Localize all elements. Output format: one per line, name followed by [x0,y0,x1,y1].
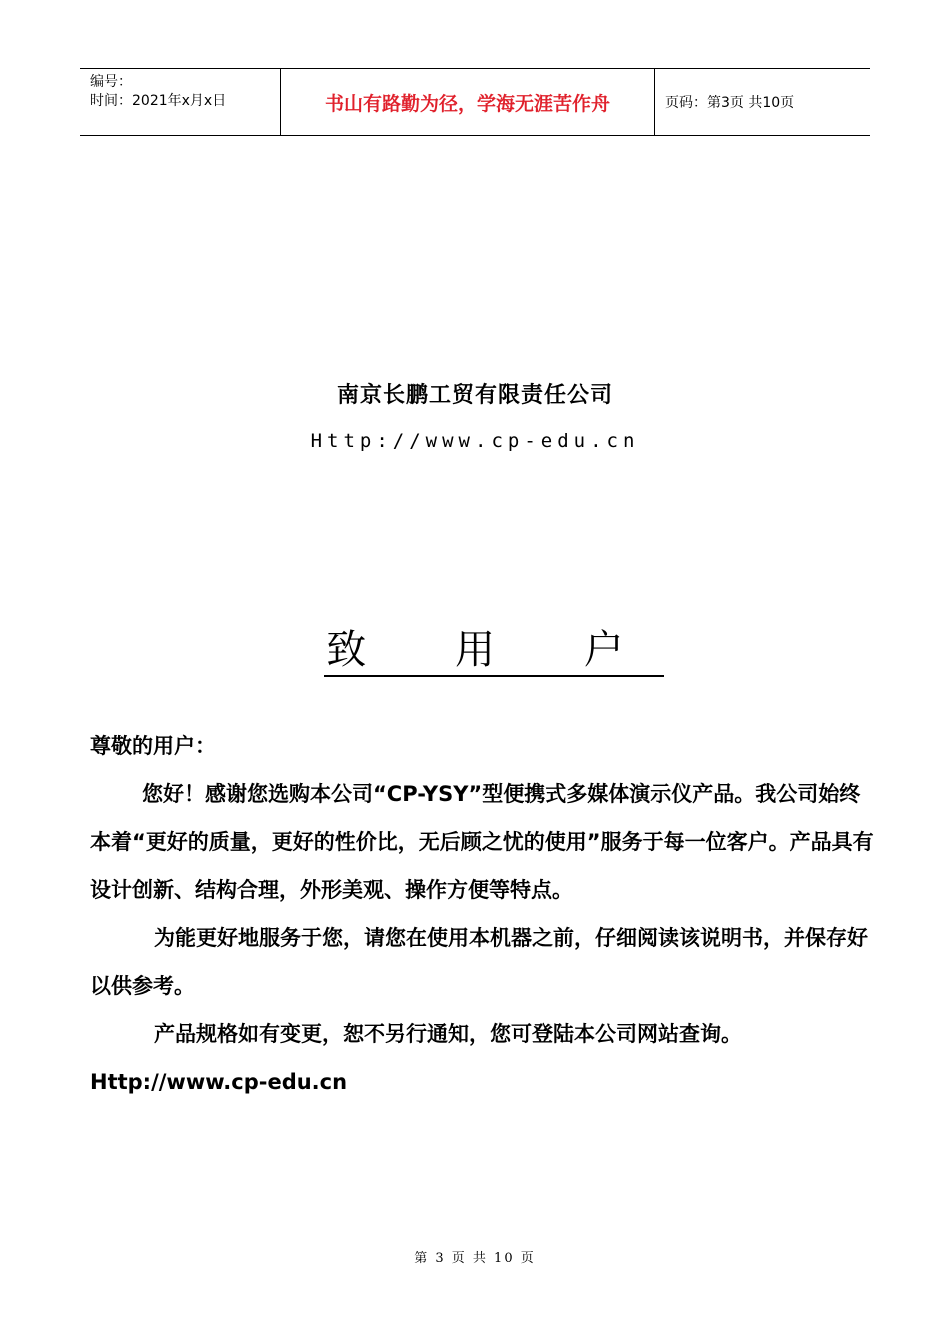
letter-paragraph-3: 产品规格如有变更，恕不另行通知，您可登陆本公司网站查询。 [154,1022,742,1046]
serial-label: 编号： [90,74,132,90]
header-left-cell [80,69,281,135]
time-label: 时间：2021年x月x日 [90,93,227,109]
page-title-text: 致 用 户 [324,627,663,677]
page-footer: 第 3 页 共 10 页 [414,1251,536,1266]
letter-body [90,722,880,1106]
document-header [80,68,870,136]
company-name: 南京长鹏工贸有限责任公司 [336,383,613,408]
header-motto: 书山有路勤为径，学海无涯苦作舟 [281,69,655,135]
company-website: Http://www.cp-edu.cn [310,430,640,452]
page-title [0,618,950,675]
letter-website: Http://www.cp-edu.cn [90,1070,348,1094]
header-page-info: 页码：第3页 共10页 [665,95,795,111]
letter-paragraph-1: 您好！感谢您选购本公司“CP-YSY”型便携式多媒体演示仪产品。我公司始终本着“更好的质量，更好的性价比，无后顾之忧的使用”服务于每一位客户。产品具有设计创新、结构合理，外形美观、操作方便等特点。 [90,782,874,902]
letter-paragraph-2: 为能更好地服务于您，请您在使用本机器之前，仔细阅读该说明书，并保存好以供参考。 [90,926,868,998]
letter-greeting: 尊敬的用户： [90,734,216,758]
